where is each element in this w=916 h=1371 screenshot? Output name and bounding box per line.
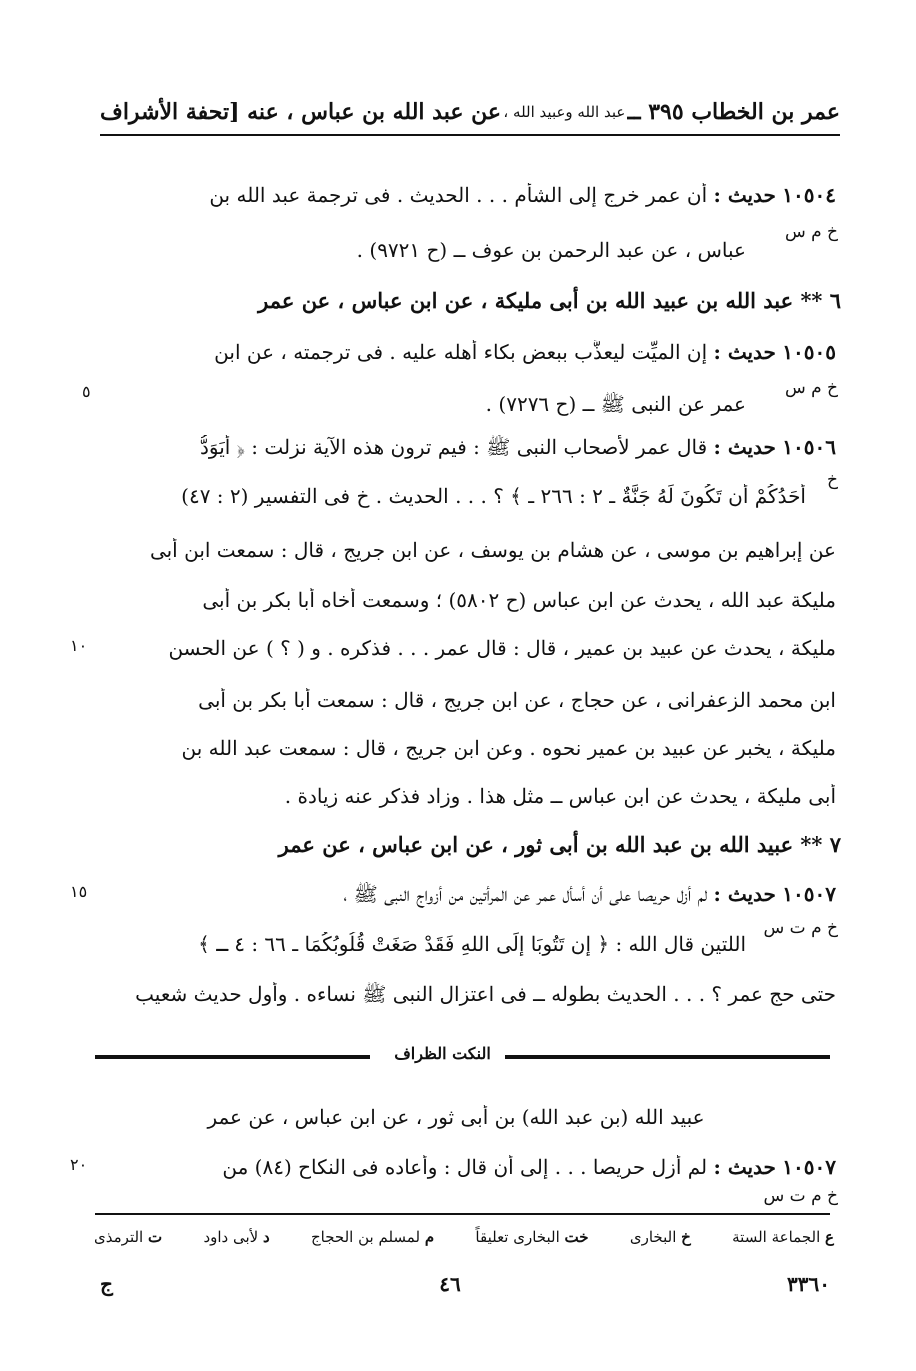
header-middle: عبد الله وعبيد الله ، [503, 103, 626, 121]
hadith-text: قال عمر لأصحاب النبى ﷺ : فيم ترون هذه الآية نزلت : ﴿ أَيَوَدُّ [199, 435, 708, 459]
hadith-label: حديث : [713, 340, 776, 364]
divider-rule [505, 1055, 830, 1059]
hadith-line [106, 340, 836, 364]
margin-code: خ م ت س [763, 1186, 838, 1206]
abbrev-item: ع الجماعة الستة [732, 1228, 834, 1246]
margin-code: خ م س [784, 378, 838, 398]
margin-code: خ [827, 470, 838, 490]
abbrev-item: خت البخارى تعليقاً [475, 1228, 589, 1246]
nukat-hadith-line [106, 1155, 836, 1179]
hadith-text: أن عمر خرج إلى الشأم . . . الحديث . فى ترجمة عبد الله بن [209, 183, 708, 207]
footer-rule [95, 1213, 830, 1215]
section-divider [95, 1044, 830, 1064]
hadith-number: ١٠٥٠٦ [782, 435, 836, 459]
hadith-label: حديث : [713, 183, 776, 207]
hadith-label: حديث : [713, 882, 776, 906]
header-left: عن عبد الله بن عباس ، عنه [تحفة الأشراف [100, 99, 502, 125]
hadith-number: ١٠٥٠٥ [782, 340, 836, 364]
abbrev-item: ت الترمذى [94, 1228, 163, 1246]
text-line: عباس ، عن عبد الرحمن بن عوف ــ (ح ٩٧٢١) . [356, 238, 746, 262]
line-counter: ٢٠ [70, 1155, 88, 1174]
line-counter: ١٠ [70, 636, 88, 655]
chapter-heading: ٦ ** عبد الله بن عبيد الله بن أبى مليكة ، عن ابن عباس ، عن عمر [258, 288, 841, 313]
header-right: عمر بن الخطاب ٣٩٥ ــ [627, 99, 840, 125]
hadith-line [106, 435, 836, 464]
hadith-number: ١٠٥٠٤ [782, 183, 836, 207]
text-line: مليكة عبد الله ، يحدث عن ابن عباس (ح ٥٨٠٢) ؛ وسمعت أخاه أبا بكر بن أبى [202, 588, 836, 612]
line-counter: ١٥ [70, 882, 88, 901]
text-line: مليكة ، يخبر عن عبيد بن عمير نحوه . وعن ابن جريج ، قال : سمعت عبد الله بن [181, 736, 836, 760]
text-line: حتى حج عمر ؟ . . . الحديث بطوله ــ فى اعتزال النبى ﷺ نساءه . وأول حديث شعيب [135, 982, 836, 1006]
divider-label: النكت الظراف [394, 1044, 491, 1063]
chapter-heading: ٧ ** عبيد الله بن عبد الله بن أبى ثور ، عن ابن عباس ، عن عمر [278, 832, 841, 857]
text-line: عمر عن النبى ﷺ ــ (ح ٧٢٧٦) . [485, 392, 746, 416]
abbrev-item: د لأبى داود [203, 1228, 270, 1246]
divider-rule [95, 1055, 370, 1059]
margin-code: خ م ت س [763, 918, 838, 938]
page-footer [100, 1272, 830, 1302]
abbrev-item: م لمسلم بن الحجاج [310, 1228, 435, 1246]
hadith-text: إن الميِّت ليعذَّب ببعض بكاء أهله عليه . فى ترجمته ، عن ابن [214, 340, 708, 364]
text-line: أبى مليكة ، يحدث عن ابن عباس ــ مثل هذا . وزاد فذكر عنه زيادة . [284, 784, 836, 808]
line-counter: ٥ [82, 382, 91, 401]
hadith-line [106, 183, 836, 207]
hadith-text: لم أزل حريصا على أن أسأل عمر عن المرأتين من أزواج النبى ﷺ ، [343, 882, 708, 906]
text-line: مليكة ، يحدث عن عبيد بن عمير ، قال : قال عمر . . . فذكره . و ( ؟ ) عن الحسن [168, 636, 836, 660]
page-number: ٤٦ [439, 1272, 461, 1296]
hadith-number: ١٠٥٠٧ [782, 882, 836, 906]
page-code: ٣٣٦٠ [787, 1272, 830, 1296]
hadith-label: حديث : [713, 435, 776, 459]
text-line: أَحَدُكُمْ أَن تَكُونَ لَهُ جَنَّةٌ ـ ٢ : ٢٦٦ ـ ﴾ ؟ . . . الحديث . خ فى التفسير (٢ : ٤٧) [181, 484, 806, 508]
text-line: ابن محمد الزعفرانى ، عن حجاج ، عن ابن جريج ، قال : سمعت أبا بكر بن أبى [198, 688, 836, 712]
hadith-text: لم أزل حريصا . . . إلى أن قال : وأعاده فى النكاح (٨٤) من [222, 1155, 708, 1179]
nukat-title: عبيد الله (بن عبد الله) بن أبى ثور ، عن ابن عباس ، عن عمر [207, 1105, 705, 1129]
abbreviation-key [94, 1222, 834, 1252]
abbrev-item: خ البخارى [629, 1228, 691, 1246]
hadith-line [106, 882, 836, 911]
running-header [100, 90, 840, 136]
text-line: اللتين قال الله : ﴿ إِن تَتُوبَا إِلَى اللهِ فَقَدْ صَغَتْ قُلُوبُكُمَا ـ ٦٦ : ٤ ـ ﴾ [198, 932, 746, 956]
hadith-number: ١٠٥٠٧ [782, 1155, 836, 1179]
text-line: عن إبراهيم بن موسى ، عن هشام بن يوسف ، عن ابن جريج ، قال : سمعت ابن أبى [149, 538, 836, 562]
margin-code: خ م س [784, 222, 838, 242]
hadith-label: حديث : [713, 1155, 776, 1179]
volume-mark: ج [100, 1272, 113, 1296]
